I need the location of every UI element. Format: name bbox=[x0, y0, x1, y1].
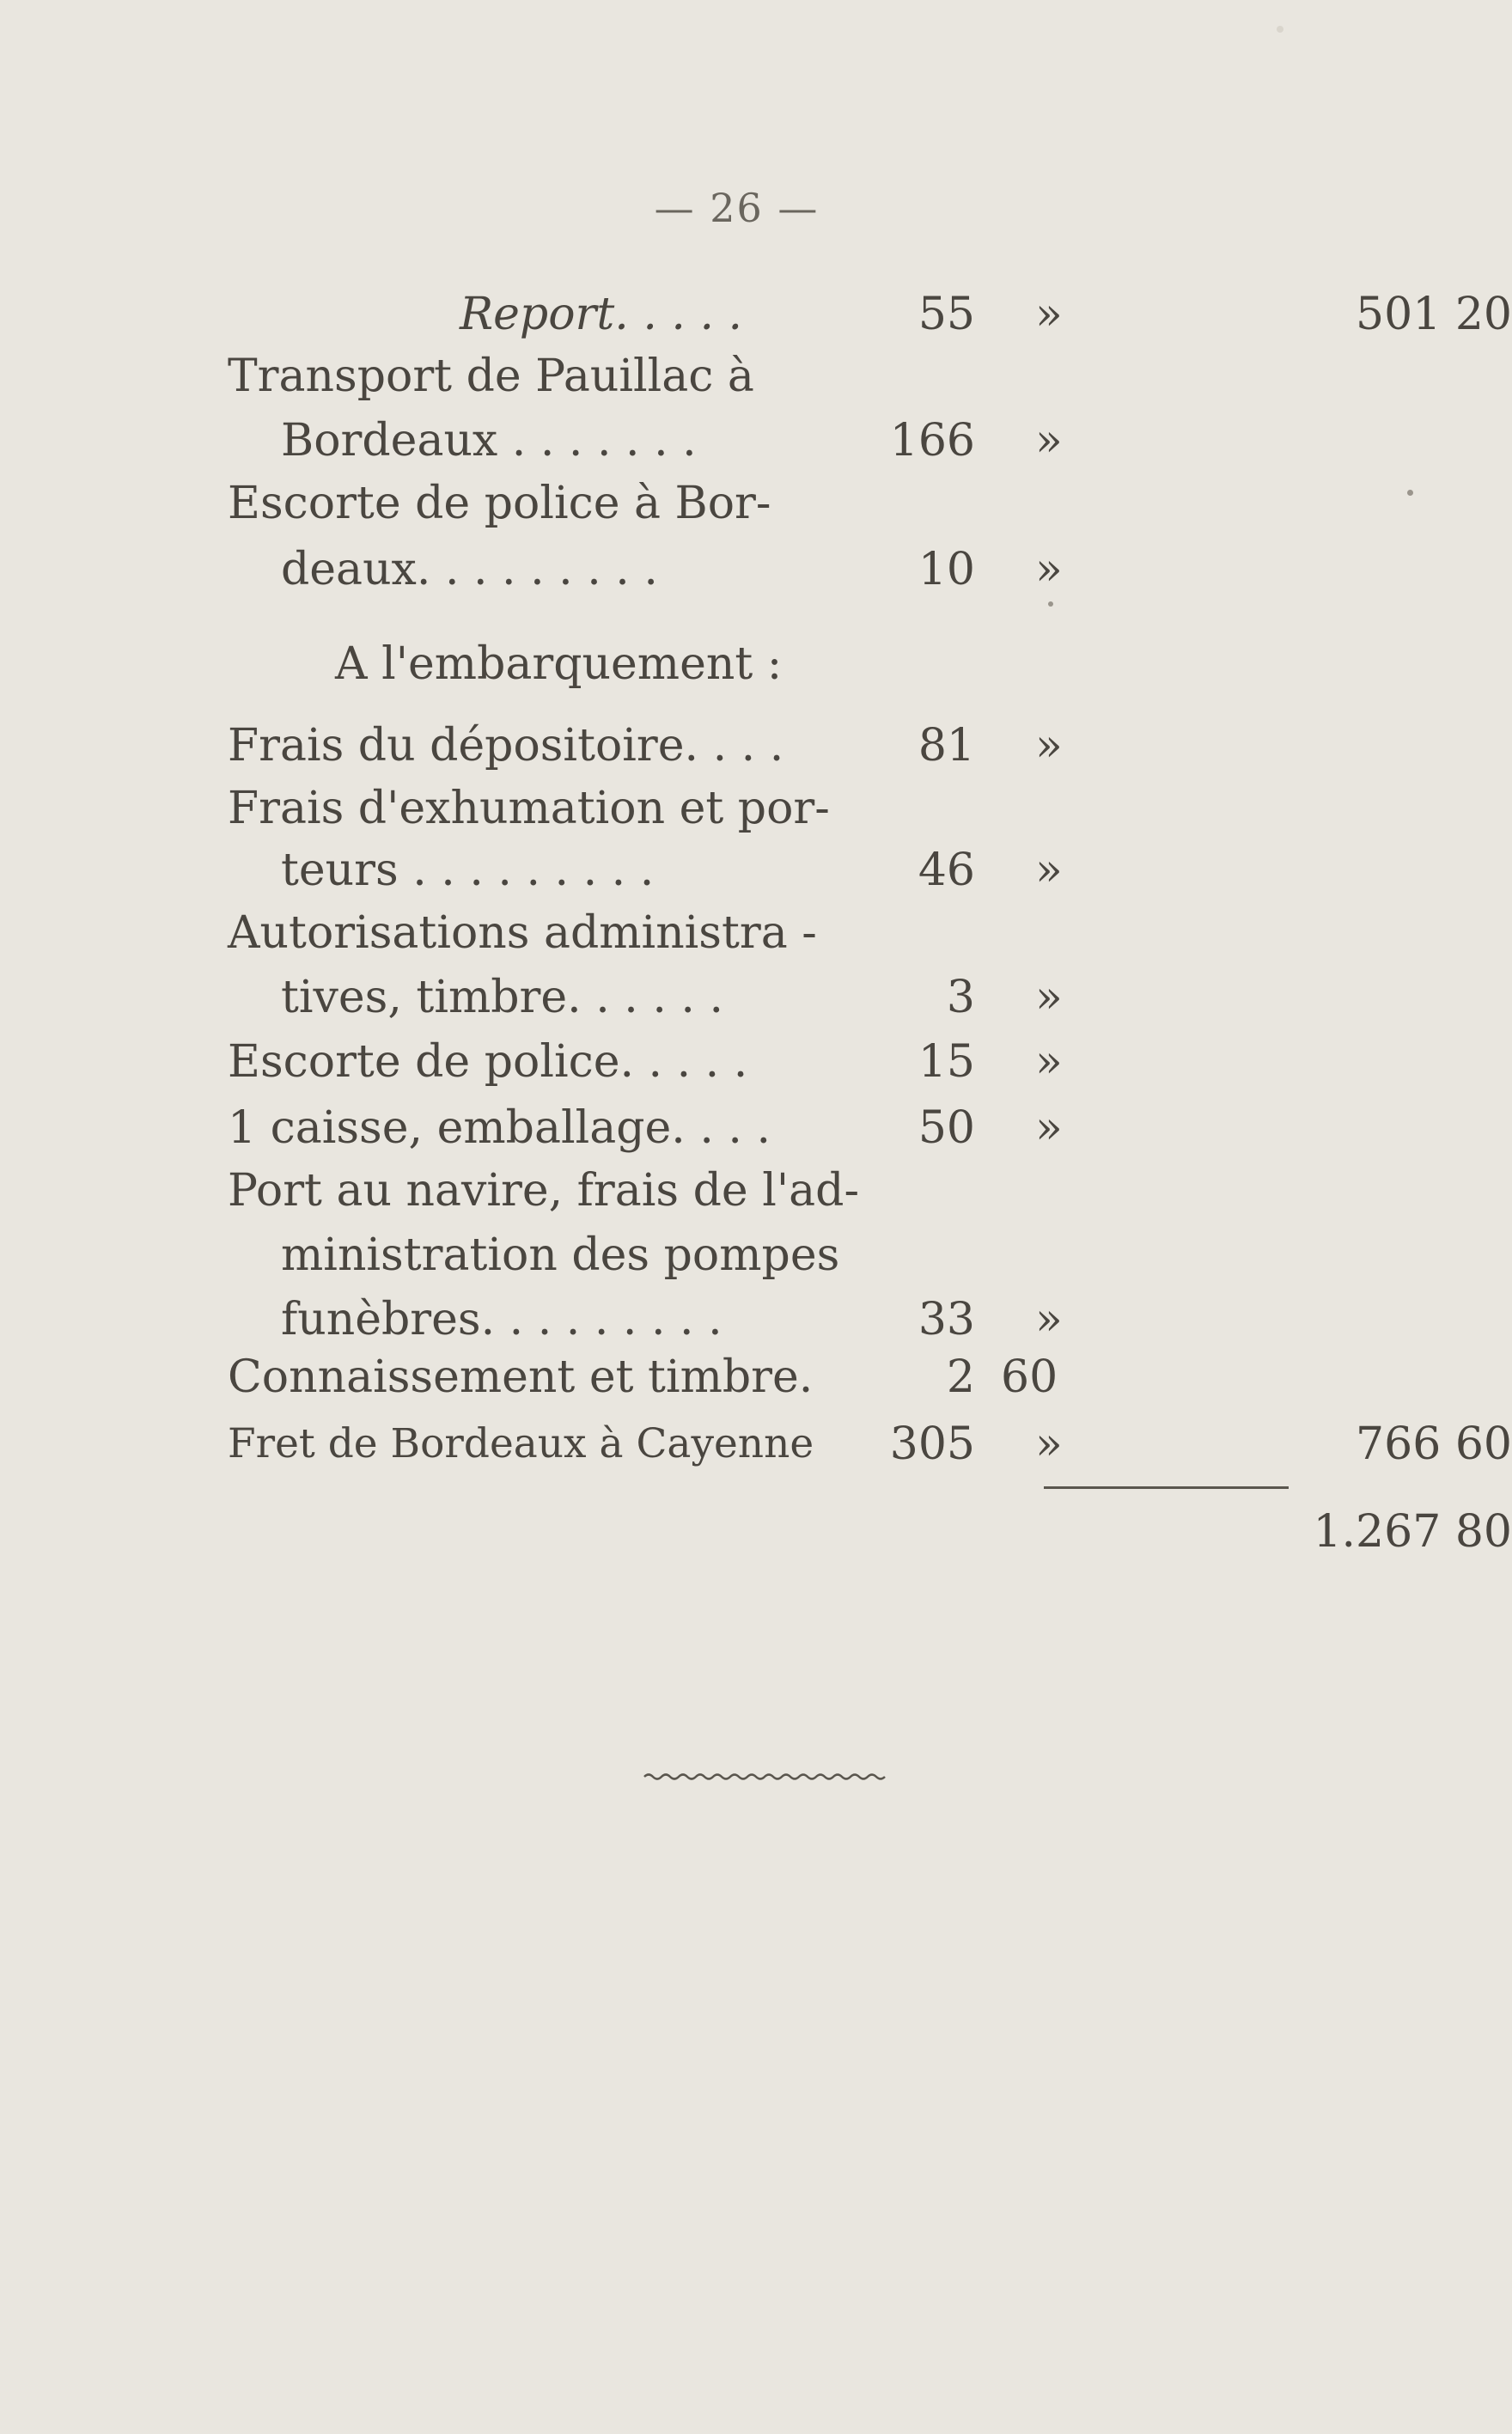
exhumation-cents: » bbox=[1035, 845, 1063, 896]
autorisations-amount: 3 bbox=[946, 972, 975, 1023]
escorte-police-amount: 15 bbox=[918, 1036, 975, 1088]
escorte-bordeaux-cents: » bbox=[1035, 544, 1063, 595]
transport-line2 bbox=[228, 408, 1302, 473]
escorte-police-cents: » bbox=[1035, 1036, 1063, 1088]
port-cents: » bbox=[1035, 1294, 1063, 1345]
autorisations-line2 bbox=[228, 965, 1302, 1030]
port-label-1: Port au navire, frais de l'ad- bbox=[228, 1165, 860, 1217]
grand-total: 1.267 80 bbox=[1313, 1506, 1512, 1558]
embarquement-heading: A l'embarquement : bbox=[335, 638, 783, 690]
escorte-police-row bbox=[228, 1029, 1302, 1095]
exhumation-amount: 46 bbox=[918, 845, 975, 896]
speck bbox=[1407, 490, 1413, 496]
autorisations-label-2: tives, timbre. . . . . . bbox=[281, 972, 723, 1023]
caisse-row bbox=[228, 1095, 1302, 1161]
escorte-bordeaux-line2 bbox=[228, 537, 1302, 602]
escorte-bordeaux-amount: 10 bbox=[918, 544, 975, 595]
fret-total: 766 60 bbox=[1356, 1418, 1512, 1470]
transport-label-2: Bordeaux . . . . . . . bbox=[281, 415, 697, 467]
connaissement-amount: 2 bbox=[946, 1351, 975, 1403]
report-cents: » bbox=[1035, 289, 1063, 340]
transport-cents: » bbox=[1035, 415, 1063, 467]
depositoire-cents: » bbox=[1035, 720, 1063, 772]
caisse-label: 1 caisse, emballage. . . . bbox=[228, 1102, 771, 1154]
autorisations-label-1: Autorisations administra - bbox=[228, 907, 817, 959]
transport-line1 bbox=[228, 344, 1302, 409]
escorte-bordeaux-line1 bbox=[228, 471, 1302, 536]
depositoire-amount: 81 bbox=[918, 720, 975, 772]
escorte-bordeaux-label-1: Escorte de police à Bor- bbox=[228, 478, 771, 529]
speck bbox=[1048, 601, 1053, 607]
fret-label: Fret de Bordeaux à Cayenne bbox=[228, 1420, 814, 1467]
exhumation-line2 bbox=[228, 838, 1302, 903]
caisse-cents: » bbox=[1035, 1102, 1063, 1154]
fret-row bbox=[228, 1412, 1512, 1477]
depositoire-label: Frais du dépositoire. . . . bbox=[228, 720, 784, 772]
autorisations-line1 bbox=[228, 900, 1302, 966]
page-number: — 26 — bbox=[654, 185, 820, 231]
escorte-bordeaux-label-2: deaux. . . . . . . . . bbox=[281, 544, 658, 595]
transport-label-1: Transport de Pauillac à bbox=[228, 351, 754, 402]
port-line2 bbox=[228, 1223, 1302, 1288]
grand-total-row bbox=[228, 1499, 1512, 1565]
depositoire-row bbox=[228, 713, 1302, 778]
report-total: 501 20 bbox=[1356, 289, 1512, 340]
transport-amount: 166 bbox=[889, 415, 975, 467]
escorte-police-label: Escorte de police. . . . . bbox=[228, 1036, 748, 1088]
report-label: Report. . . . . bbox=[460, 289, 743, 340]
exhumation-label-2: teurs . . . . . . . . . bbox=[281, 845, 655, 896]
autorisations-cents: » bbox=[1035, 972, 1063, 1023]
exhumation-label-1: Frais d'exhumation et por- bbox=[228, 783, 830, 834]
report-amount: 55 bbox=[918, 289, 975, 340]
port-amount: 33 bbox=[918, 1294, 975, 1345]
connaissement-label: Connaissement et timbre. bbox=[228, 1351, 814, 1403]
total-rule bbox=[1044, 1486, 1289, 1489]
port-line3 bbox=[228, 1287, 1302, 1352]
port-label-2: ministration des pompes bbox=[281, 1229, 840, 1281]
port-line1 bbox=[228, 1158, 1302, 1223]
ornament-divider bbox=[644, 1770, 885, 1782]
fret-cents: » bbox=[1035, 1418, 1063, 1470]
report-row bbox=[228, 282, 1512, 347]
caisse-amount: 50 bbox=[918, 1102, 975, 1154]
exhumation-line1 bbox=[228, 776, 1302, 841]
port-label-3: funèbres. . . . . . . . . bbox=[281, 1294, 722, 1345]
connaissement-cents: 60 bbox=[1001, 1351, 1058, 1403]
fret-amount: 305 bbox=[889, 1418, 975, 1470]
connaissement-row bbox=[228, 1345, 1302, 1410]
speck bbox=[1277, 26, 1283, 33]
